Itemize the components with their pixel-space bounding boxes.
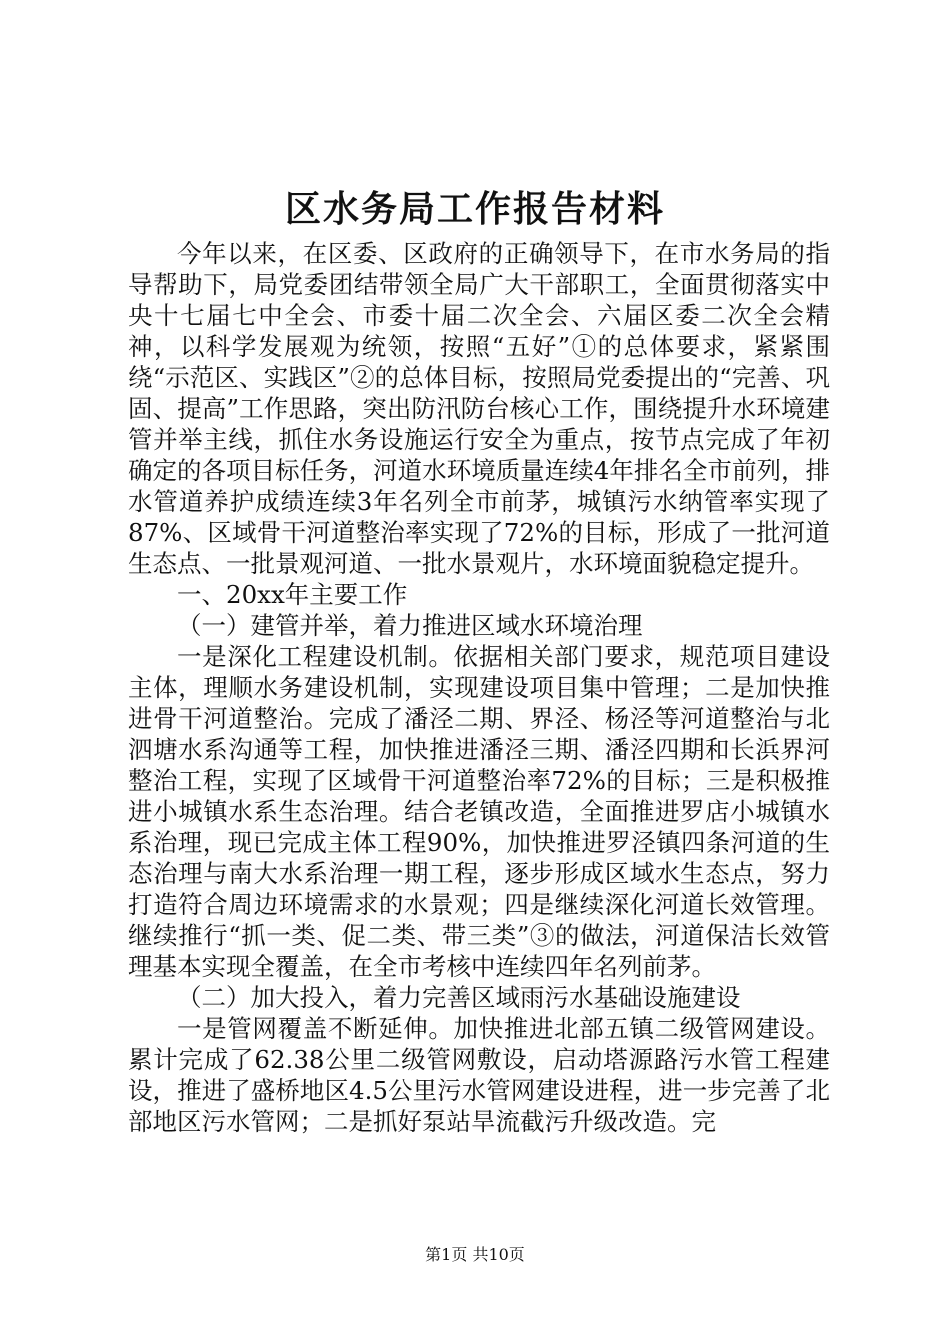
body-paragraph: 一是深化工程建设机制。依据相关部门要求，规范项目建设主体，理顺水务建设机制，实现建设项目集中管理；二是加快推进骨干河道整治。完成了潘泾二期、界泾、杨泾等河道整治与北泗塘水系沟通等工程，加快推进潘泾三期、潘泾四期和长浜界河整治工程，实现了区域骨干河道整治率72%的目标；三是积极推进小城镇水系生态治理。结合老镇改造，全面推进罗店小城镇水系治理，现已完成主体工程90%，加快推进罗泾镇四条河道的生态治理与南大水系治理一期工程，逐步形成区域水生态点，努力打造符合周边环境需求的水景观；四是继续深化河道长效管理。继续推行“抓一类、促二类、带三类”③的做法，河道保洁长效管理基本实现全覆盖，在全市考核中连续四年名列前茅。 bbox=[128, 642, 830, 981]
page-footer: 第1页 共10页 bbox=[425, 1245, 525, 1264]
document-title: 区水务局工作报告材料 bbox=[284, 188, 665, 230]
section-heading: 一、20xx年主要工作 bbox=[177, 580, 408, 609]
document-body bbox=[128, 238, 830, 1137]
subsection-heading: （一）建管并举，着力推进区域水环境治理 bbox=[177, 611, 643, 640]
body-paragraph: 一是管网覆盖不断延伸。加快推进北部五镇二级管网建设。累计完成了62.38公里二级管网敷设，启动塔源路污水管工程建设，推进了盛桥地区4.5公里污水管网建设进程，进一步完善了北部地区污水管网；二是抓好泵站旱流截污升级改造。完 bbox=[128, 1014, 830, 1136]
intro-paragraph: 今年以来，在区委、区政府的正确领导下，在市水务局的指导帮助下，局党委团结带领全局广大干部职工，全面贯彻落实中央十七届七中全会、市委十届二次全会、六届区委二次全会精神，以科学发展观为统领，按照“五好”①的总体要求，紧紧围绕“示范区、实践区”②的总体目标，按照局党委提出的“完善、巩固、提高”工作思路，突出防汛防台核心工作，围绕提升水环境建管并举主线，抓住水务设施运行安全为重点，按节点完成了年初确定的各项目标任务，河道水环境质量连续4年排名全市前列，排水管道养护成绩连续3年名列全市前茅，城镇污水纳管率实现了87%、区域骨干河道整治率实现了72%的目标，形成了一批河道生态点、一批景观河道、一批水景观片，水环境面貌稳定提升。 bbox=[128, 239, 830, 578]
subsection-heading: （二）加大投入，着力完善区域雨污水基础设施建设 bbox=[177, 983, 741, 1012]
